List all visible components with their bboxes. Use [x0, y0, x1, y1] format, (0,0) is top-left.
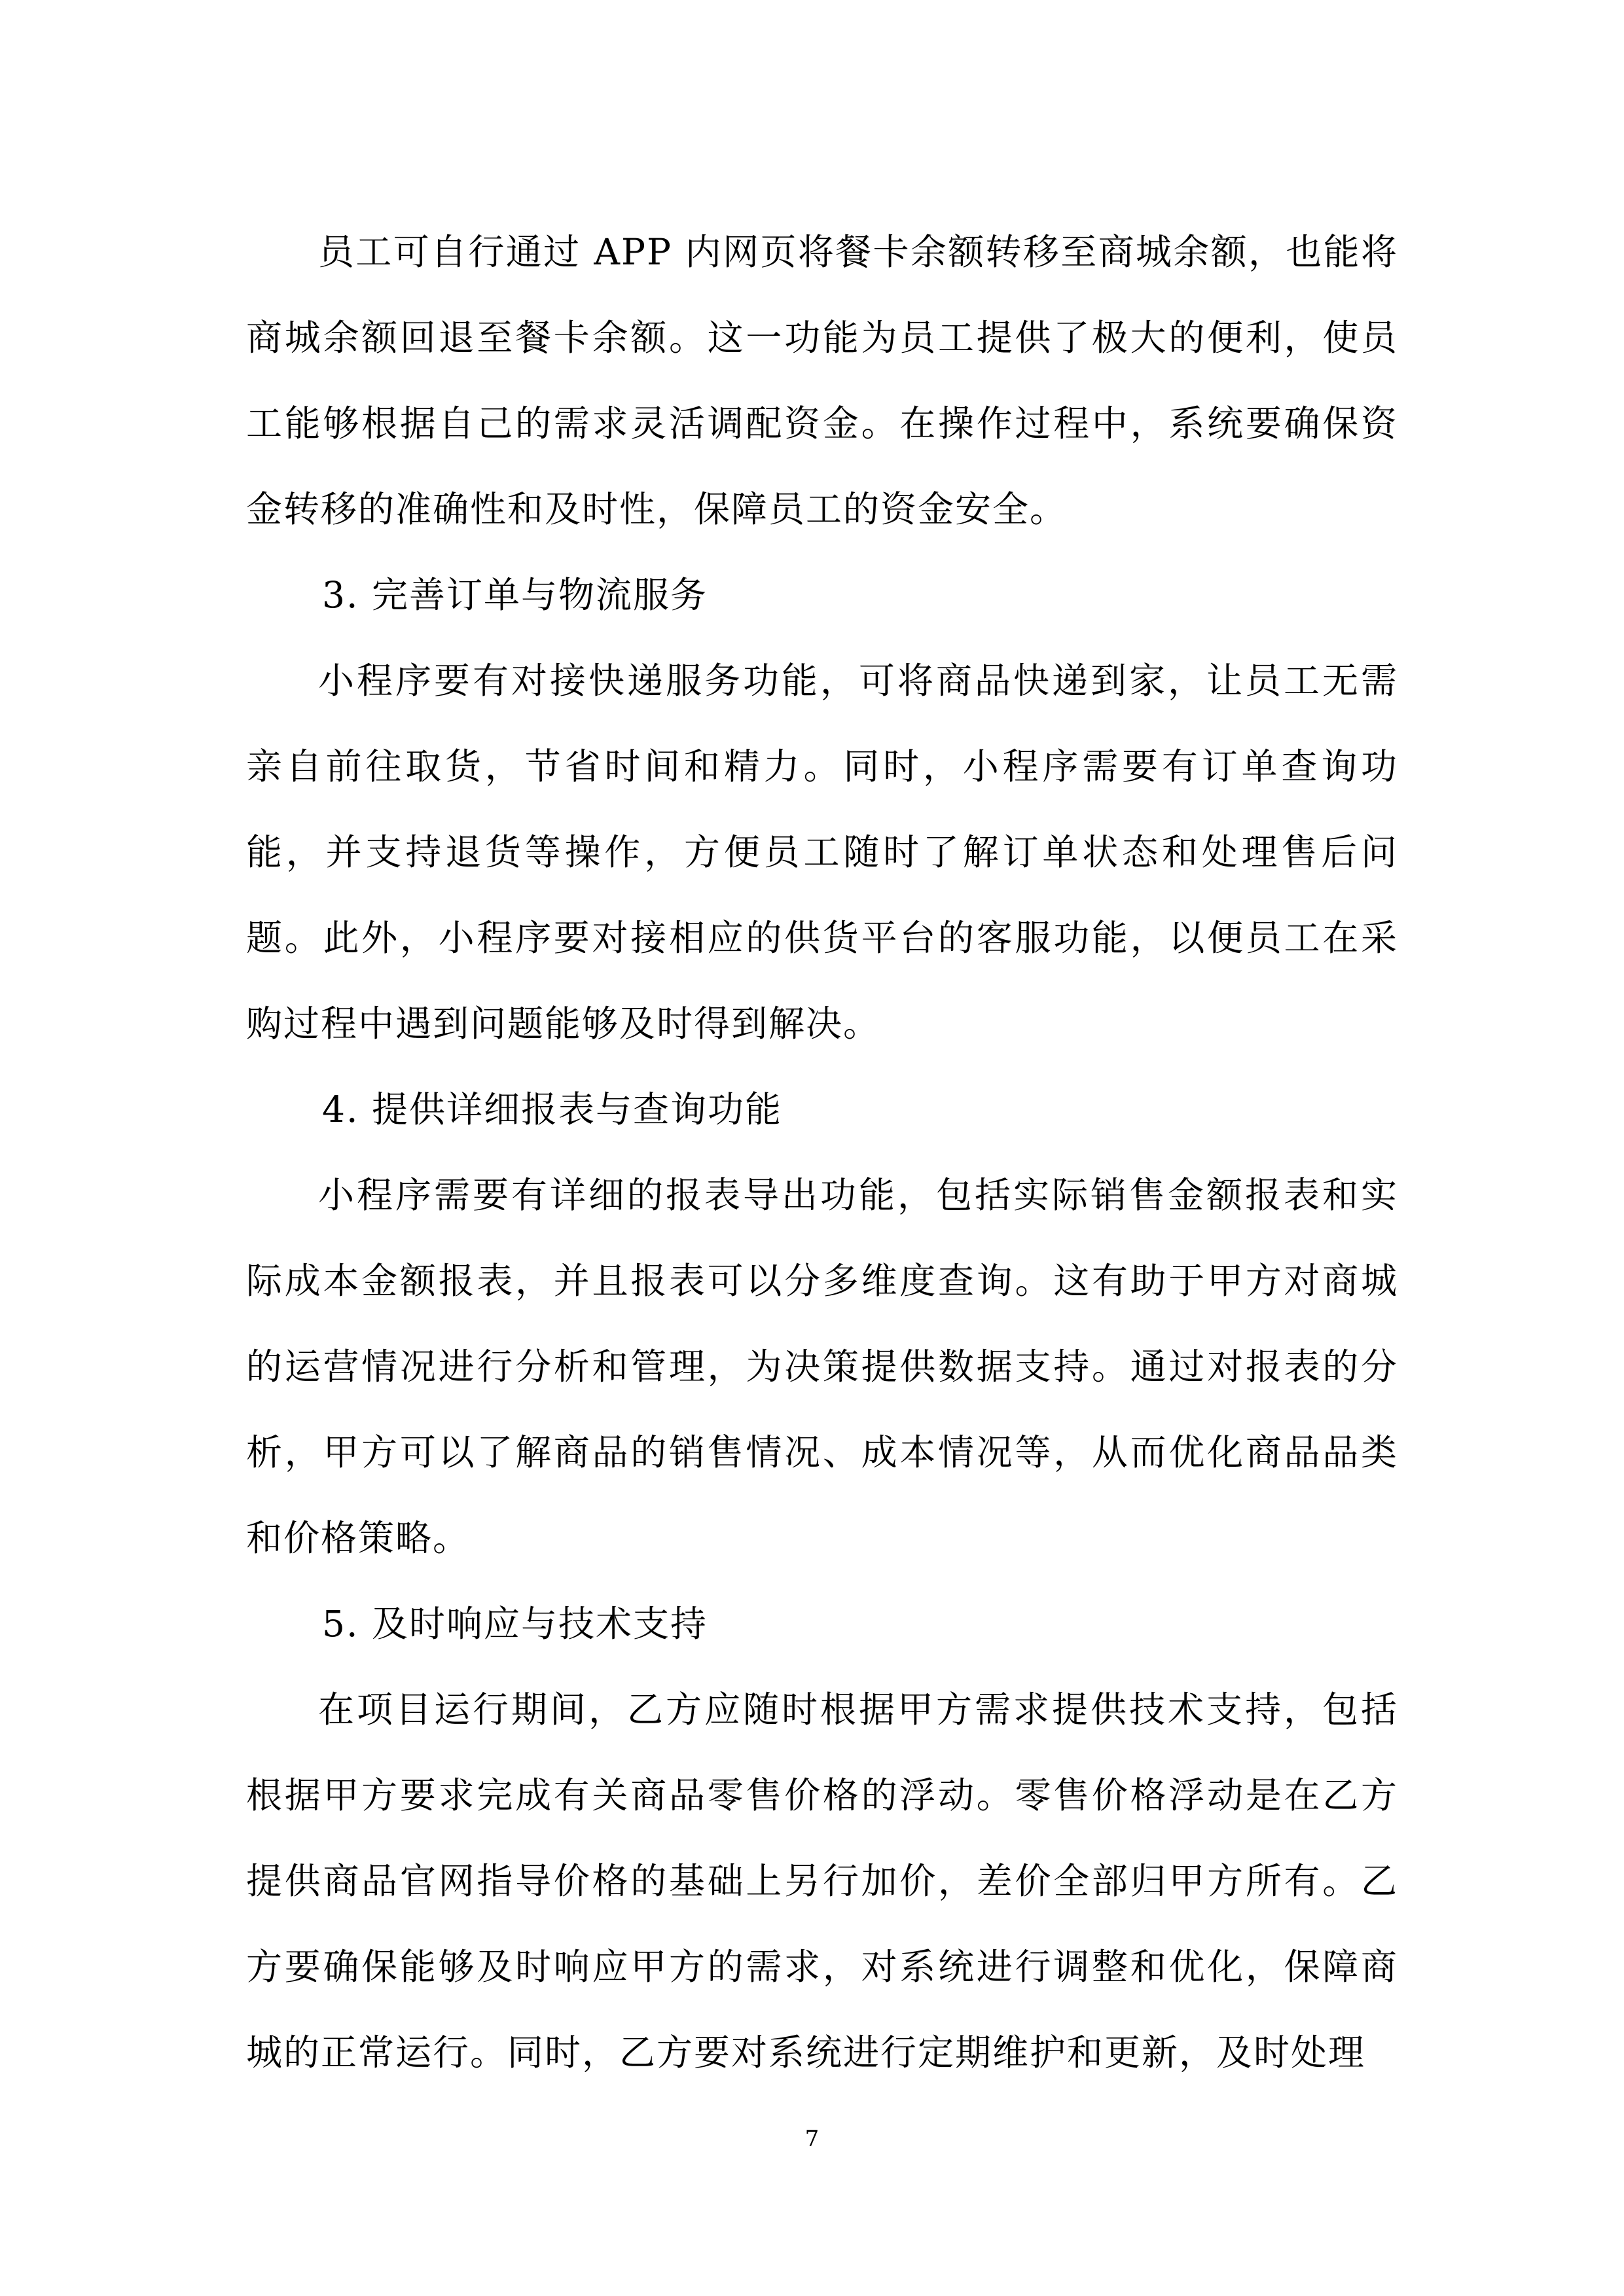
page-number: 7	[804, 2126, 820, 2152]
paragraph-reports-queries: 小程序需要有详细的报表导出功能，包括实际销售金额报表和实际成本金额报表，并且报表可以分多维度查询。这有助于甲方对商城的运营情况进行分析和管理，为决策提供数据支持。通过对报表的分析，甲方可以了解商品的销售情况、成本情况等，从而优化商品品类和价格策略。	[246, 1174, 1398, 1559]
section-heading-reports-queries: 4. 提供详细报表与查询功能	[322, 1088, 782, 1130]
paragraph-balance-transfer: 员工可自行通过 APP 内网页将餐卡余额转移至商城余额，也能将商城余额回退至餐卡余额。这一功能为员工提供了极大的便利，使员工能够根据自己的需求灵活调配资金。在操作过程中，系统要确保资金转移的准确性和及时性，保障员工的资金安全。	[246, 231, 1398, 530]
paragraph-orders-logistics: 小程序要有对接快递服务功能，可将商品快递到家，让员工无需亲自前往取货，节省时间和精力。同时，小程序需要有订单查询功能，并支持退货等操作，方便员工随时了解订单状态和处理售后问题。此外，小程序要对接相应的供货平台的客服功能，以便员工在采购过程中遇到问题能够及时得到解决。	[246, 660, 1398, 1045]
paragraph-tech-support: 在项目运行期间，乙方应随时根据甲方需求提供技术支持，包括根据甲方要求完成有关商品零售价格的浮动。零售价格浮动是在乙方提供商品官网指导价格的基础上另行加价，差价全部归甲方所有。乙方要确保能够及时响应甲方的需求，对系统进行调整和优化，保障商城的正常运行。同时，乙方要对系统进行定期维护和更新，及时处理	[246, 1689, 1398, 2073]
section-heading-orders-logistics: 3. 完善订单与物流服务	[322, 574, 708, 616]
section-heading-tech-support: 5. 及时响应与技术支持	[322, 1603, 708, 1645]
body-text	[246, 209, 1398, 2096]
